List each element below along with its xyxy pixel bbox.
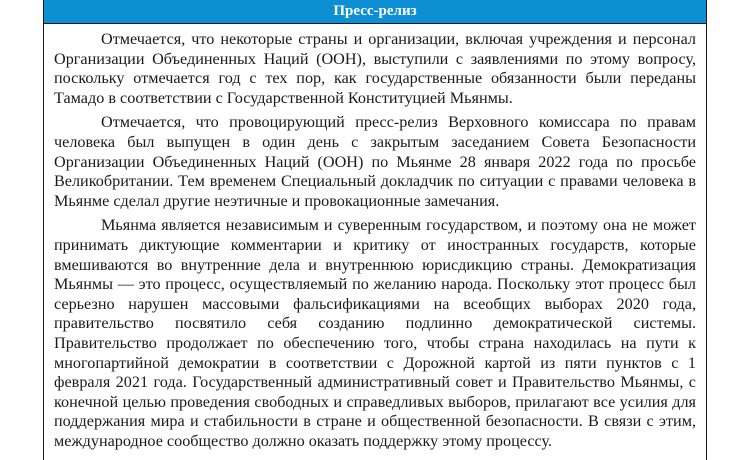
paragraph-3: Мьянма является независимым и суверенным государством, и поэтому она не может принимать диктующие комментарии и критику от иностранных государств, которые вмешиваются во внутренние дела и внутреннюю юрисдикцию страны. Демократизация Мьянмы — это процесс, осуществляемый по желанию народа. Поскольку этот процесс был серьезно нарушен массовыми фальсификациями на всеобщих выборах 2020 года, правительство посвятило себя созданию подлинно демократической системы. Правительство продолжает по обеспечению того, чтобы страна находилась на пути к многопартийной демократии в соответствии с Дорожной картой из пяти пунктов с 1 февраля 2021 года. Государственный административный совет и Правительство Мьянмы, с конечной целью проведения свободных и справедливых выборов, прилагают все усилия для поддержания мира и стабильности в стране и общественной безопасности. В связи с этим, международное сообщество должно оказать поддержку этому процессу. <box>54 216 696 450</box>
title-bar <box>44 0 706 24</box>
paragraph-1: Отмечается, что некоторые страны и организации, включая учреждения и персонал Организации Объединенных Наций (ООН), выступили с заявлениями по этому вопросу, поскольку отмечается год с тех пор, как государственные обязанности были переданы Тамадо в соответствии с Государственной Конституцией Мьянмы. <box>54 30 696 107</box>
press-release-title: Пресс-релиз <box>333 2 417 19</box>
press-release-body <box>44 24 706 451</box>
press-release-box <box>43 0 707 460</box>
paragraph-2: Отмечается, что провоцирующий пресс-релиз Верховного комиссара по правам человека был выпущен в один день с закрытым заседанием Совета Безопасности Организации Объединенных Наций (ООН) по Мьянме 28 января 2022 года по просьбе Великобритании. Тем временем Специальный докладчик по ситуации с правами человека в Мьянме сделал другие неэтичные и провокационные замечания. <box>54 113 696 210</box>
